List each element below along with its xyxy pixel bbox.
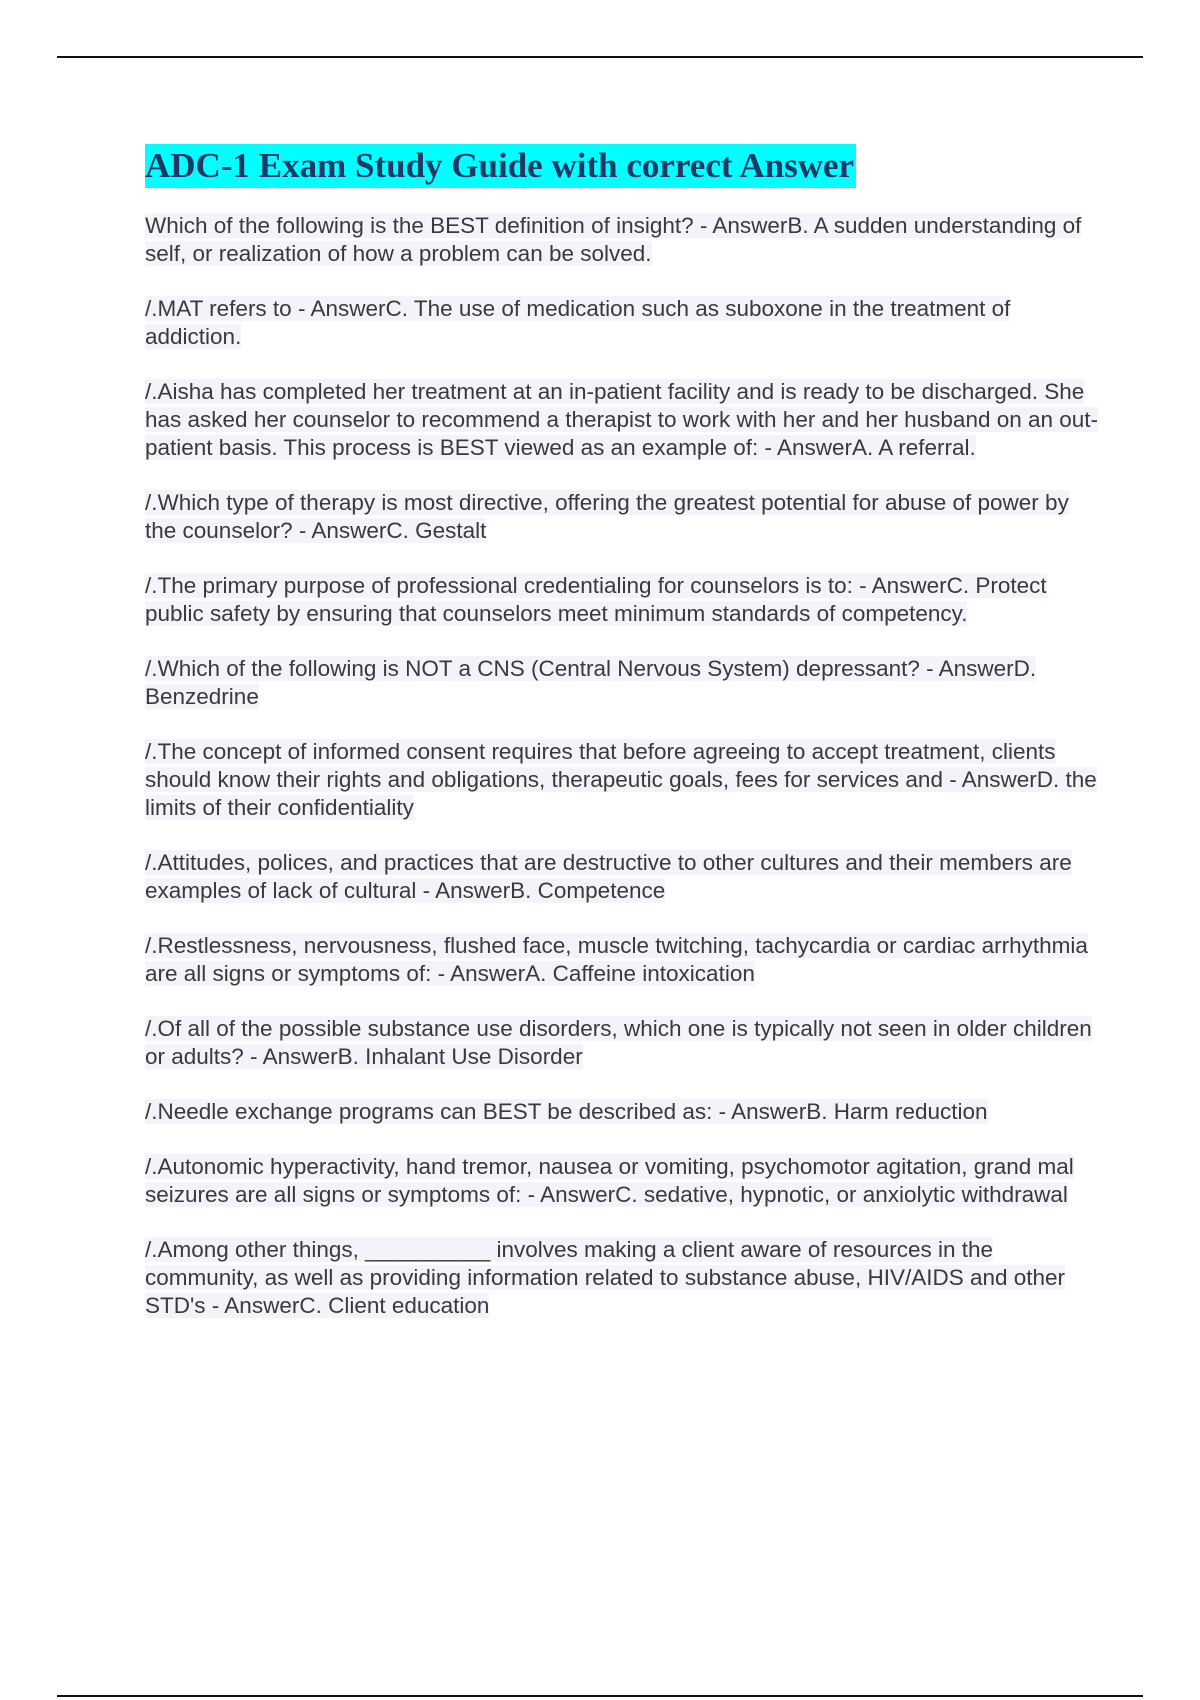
qa-text: /.Which of the following is NOT a CNS (Central Nervous System) depressant? - AnswerD. Benzedrine <box>145 656 1037 709</box>
qa-text: /.Attitudes, polices, and practices that are destructive to other cultures and their members are examples of lack of cultural - AnswerB. Competence <box>145 850 1072 903</box>
document-body <box>145 144 1105 1347</box>
qa-item <box>145 212 1105 268</box>
qa-item <box>145 738 1105 822</box>
document-title: ADC-1 Exam Study Guide with correct Answer <box>145 144 856 188</box>
qa-text: Which of the following is the BEST definition of insight? - AnswerB. A sudden understanding of self, or realization of how a problem can be solved. <box>145 213 1082 266</box>
qa-item <box>145 932 1105 988</box>
qa-item <box>145 1098 1105 1126</box>
title-block <box>145 144 1105 188</box>
qa-text: /.Aisha has completed her treatment at an in-patient facility and is ready to be discharged. She has asked her counselor to recommend a therapist to work with her and her husband on an out-patient basis. This process is BEST viewed as an example of: - AnswerA. A referral. <box>145 379 1099 460</box>
header-rule <box>57 56 1143 58</box>
qa-text: /.The concept of informed consent requires that before agreeing to accept treatment, clients should know their rights and obligations, therapeutic goals, fees for services and - AnswerD. the limits of their confidentiality <box>145 739 1097 820</box>
qa-text: /.Of all of the possible substance use disorders, which one is typically not seen in older children or adults? - AnswerB. Inhalant Use Disorder <box>145 1016 1092 1069</box>
qa-text: /.Which type of therapy is most directive, offering the greatest potential for abuse of power by the counselor? - AnswerC. Gestalt <box>145 490 1069 543</box>
qa-text: /.MAT refers to - AnswerC. The use of medication such as suboxone in the treatment of addiction. <box>145 296 1011 349</box>
qa-item <box>145 489 1105 545</box>
qa-text: /.Needle exchange programs can BEST be described as: - AnswerB. Harm reduction <box>145 1099 988 1124</box>
qa-item <box>145 572 1105 628</box>
qa-item <box>145 655 1105 711</box>
qa-item <box>145 849 1105 905</box>
qa-item <box>145 295 1105 351</box>
qa-item <box>145 1015 1105 1071</box>
qa-text: /.Among other things, __________ involves making a client aware of resources in the community, as well as providing information related to substance abuse, HIV/AIDS and other STD's - AnswerC. Client education <box>145 1237 1066 1318</box>
qa-item <box>145 378 1105 462</box>
qa-list <box>145 212 1105 1320</box>
qa-item <box>145 1236 1105 1320</box>
qa-text: /.Restlessness, nervousness, flushed face, muscle twitching, tachycardia or cardiac arrhythmia are all signs or symptoms of: - AnswerA. Caffeine intoxication <box>145 933 1088 986</box>
qa-text: /.Autonomic hyperactivity, hand tremor, nausea or vomiting, psychomotor agitation, grand mal seizures are all signs or symptoms of: - AnswerC. sedative, hypnotic, or anxiolytic withdrawal <box>145 1154 1074 1207</box>
qa-item <box>145 1153 1105 1209</box>
qa-text: /.The primary purpose of professional credentialing for counselors is to: - AnswerC. Protect public safety by ensuring that counselors meet minimum standards of competency. <box>145 573 1047 626</box>
footer-rule <box>57 1695 1143 1697</box>
